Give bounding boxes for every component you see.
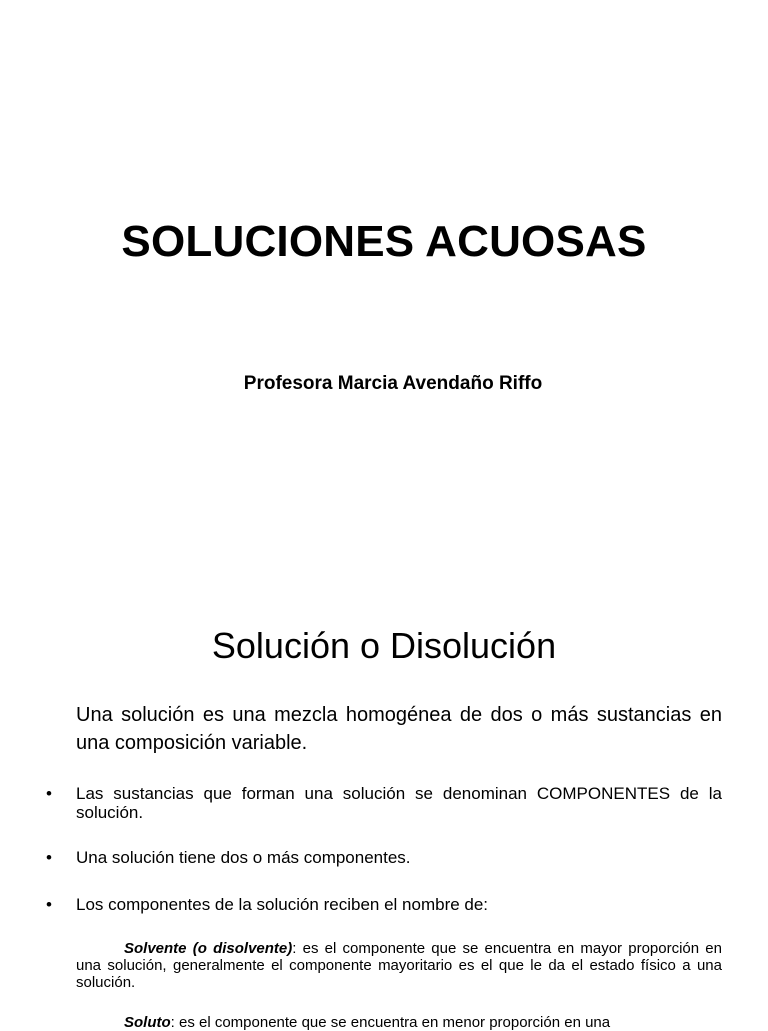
definition-term: Solvente (o disolvente) bbox=[124, 940, 293, 957]
definition-term: Soluto bbox=[124, 1014, 171, 1031]
list-item-text: Una solución tiene dos o más componentes. bbox=[76, 848, 411, 867]
document-title: SOLUCIONES ACUOSAS bbox=[121, 217, 647, 266]
list-item bbox=[46, 895, 722, 914]
slide-definition bbox=[0, 576, 768, 1031]
list-item bbox=[46, 848, 722, 867]
definition-soluto bbox=[76, 1014, 722, 1031]
list-item bbox=[46, 784, 722, 822]
section-heading: Solución o Disolución bbox=[211, 625, 557, 666]
bullet-icon: • bbox=[46, 784, 52, 803]
definition-text: : es el componente que se encuentra en mayor proporción en una solución, generalmente el componente mayoritario es el que le da el estado físico a una solución. bbox=[76, 940, 722, 991]
bullet-icon: • bbox=[46, 895, 52, 914]
author-name: Profesora Marcia Avendaño Riffo bbox=[243, 373, 543, 394]
bullet-icon: • bbox=[46, 848, 52, 867]
list-item-text: Las sustancias que forman una solución se denominan COMPONENTES de la solución. bbox=[76, 784, 722, 822]
definition-solvente bbox=[76, 940, 722, 991]
list-item-text: Los componentes de la solución reciben el nombre de: bbox=[76, 895, 489, 914]
definition-text: : es el componente que se encuentra en menor proporción en una bbox=[170, 1014, 611, 1031]
intro-paragraph: Una solución es una mezcla homogénea de dos o más sustancias en una composición variable. bbox=[76, 704, 722, 754]
